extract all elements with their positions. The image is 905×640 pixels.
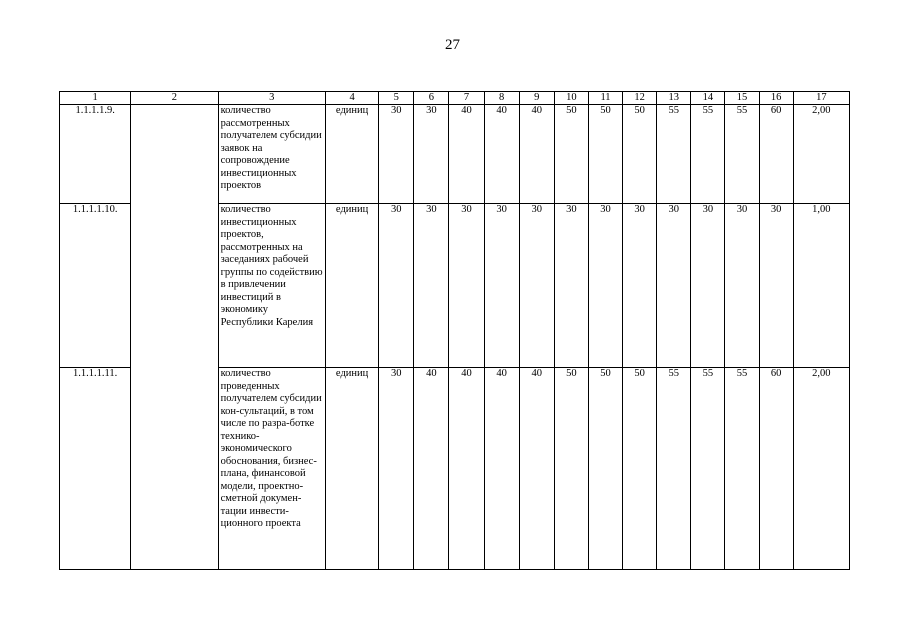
- column-header: 13: [657, 92, 691, 105]
- value-cell: 50: [554, 368, 588, 570]
- value-cell: 50: [623, 105, 657, 204]
- total-cell: 2,00: [793, 105, 849, 204]
- value-cell: 30: [691, 204, 725, 368]
- row-code: 1.1.1.1.10.: [60, 204, 131, 368]
- header-row: [60, 92, 850, 105]
- column-header: 11: [588, 92, 622, 105]
- value-cell: 55: [725, 105, 759, 204]
- value-cell: 50: [554, 105, 588, 204]
- column-header: 6: [414, 92, 449, 105]
- row-description: количество рассмотренных получателем субсидии заявок на сопровождение инвестиционных проектов: [218, 105, 325, 204]
- value-cell: 50: [623, 368, 657, 570]
- value-cell: 40: [519, 368, 554, 570]
- row-unit: единиц: [326, 204, 379, 368]
- value-cell: 40: [519, 105, 554, 204]
- table-row: [60, 105, 850, 204]
- row-unit: единиц: [326, 368, 379, 570]
- value-cell: 30: [414, 105, 449, 204]
- value-cell: 50: [588, 368, 622, 570]
- value-cell: 30: [414, 204, 449, 368]
- value-cell: 30: [725, 204, 759, 368]
- column-header: 1: [60, 92, 131, 105]
- column-header: 7: [449, 92, 484, 105]
- row-description: количество проведенных получателем субсидии кон-сультаций, в том числе по разра-ботке технико-экономического обоснования, бизнес-плана, финансовой модели, проектно-сметной докумен-тации инвести-ционного проекта: [218, 368, 325, 570]
- value-cell: 30: [554, 204, 588, 368]
- column-header: 4: [326, 92, 379, 105]
- empty-cell: [131, 105, 218, 570]
- row-description: количество инвестиционных проектов, рассмотренных на заседаниях рабочей группы по содействию в привлечении инвестиций в экономику Республики Карелия: [218, 204, 325, 368]
- row-code: 1.1.1.1.11.: [60, 368, 131, 570]
- value-cell: 55: [691, 368, 725, 570]
- value-cell: 30: [657, 204, 691, 368]
- value-cell: 30: [484, 204, 519, 368]
- value-cell: 30: [623, 204, 657, 368]
- indicator-table: [59, 91, 850, 570]
- value-cell: 30: [449, 204, 484, 368]
- value-cell: 55: [725, 368, 759, 570]
- column-header: 9: [519, 92, 554, 105]
- column-header: 15: [725, 92, 759, 105]
- column-header: 12: [623, 92, 657, 105]
- value-cell: 30: [519, 204, 554, 368]
- column-header: 14: [691, 92, 725, 105]
- column-header: 10: [554, 92, 588, 105]
- value-cell: 40: [484, 368, 519, 570]
- column-header: 8: [484, 92, 519, 105]
- value-cell: 55: [691, 105, 725, 204]
- value-cell: 50: [588, 105, 622, 204]
- column-header: 16: [759, 92, 793, 105]
- total-cell: 2,00: [793, 368, 849, 570]
- page-number: 27: [445, 37, 460, 53]
- value-cell: 40: [449, 105, 484, 204]
- value-cell: 40: [484, 105, 519, 204]
- row-unit: единиц: [326, 105, 379, 204]
- column-header: 17: [793, 92, 849, 105]
- value-cell: 30: [379, 204, 414, 368]
- value-cell: 55: [657, 105, 691, 204]
- column-header: 3: [218, 92, 325, 105]
- value-cell: 30: [379, 368, 414, 570]
- value-cell: 30: [759, 204, 793, 368]
- value-cell: 40: [449, 368, 484, 570]
- column-header: 5: [379, 92, 414, 105]
- total-cell: 1,00: [793, 204, 849, 368]
- value-cell: 30: [588, 204, 622, 368]
- column-header: 2: [131, 92, 218, 105]
- value-cell: 40: [414, 368, 449, 570]
- row-code: 1.1.1.1.9.: [60, 105, 131, 204]
- value-cell: 55: [657, 368, 691, 570]
- value-cell: 60: [759, 368, 793, 570]
- value-cell: 60: [759, 105, 793, 204]
- value-cell: 30: [379, 105, 414, 204]
